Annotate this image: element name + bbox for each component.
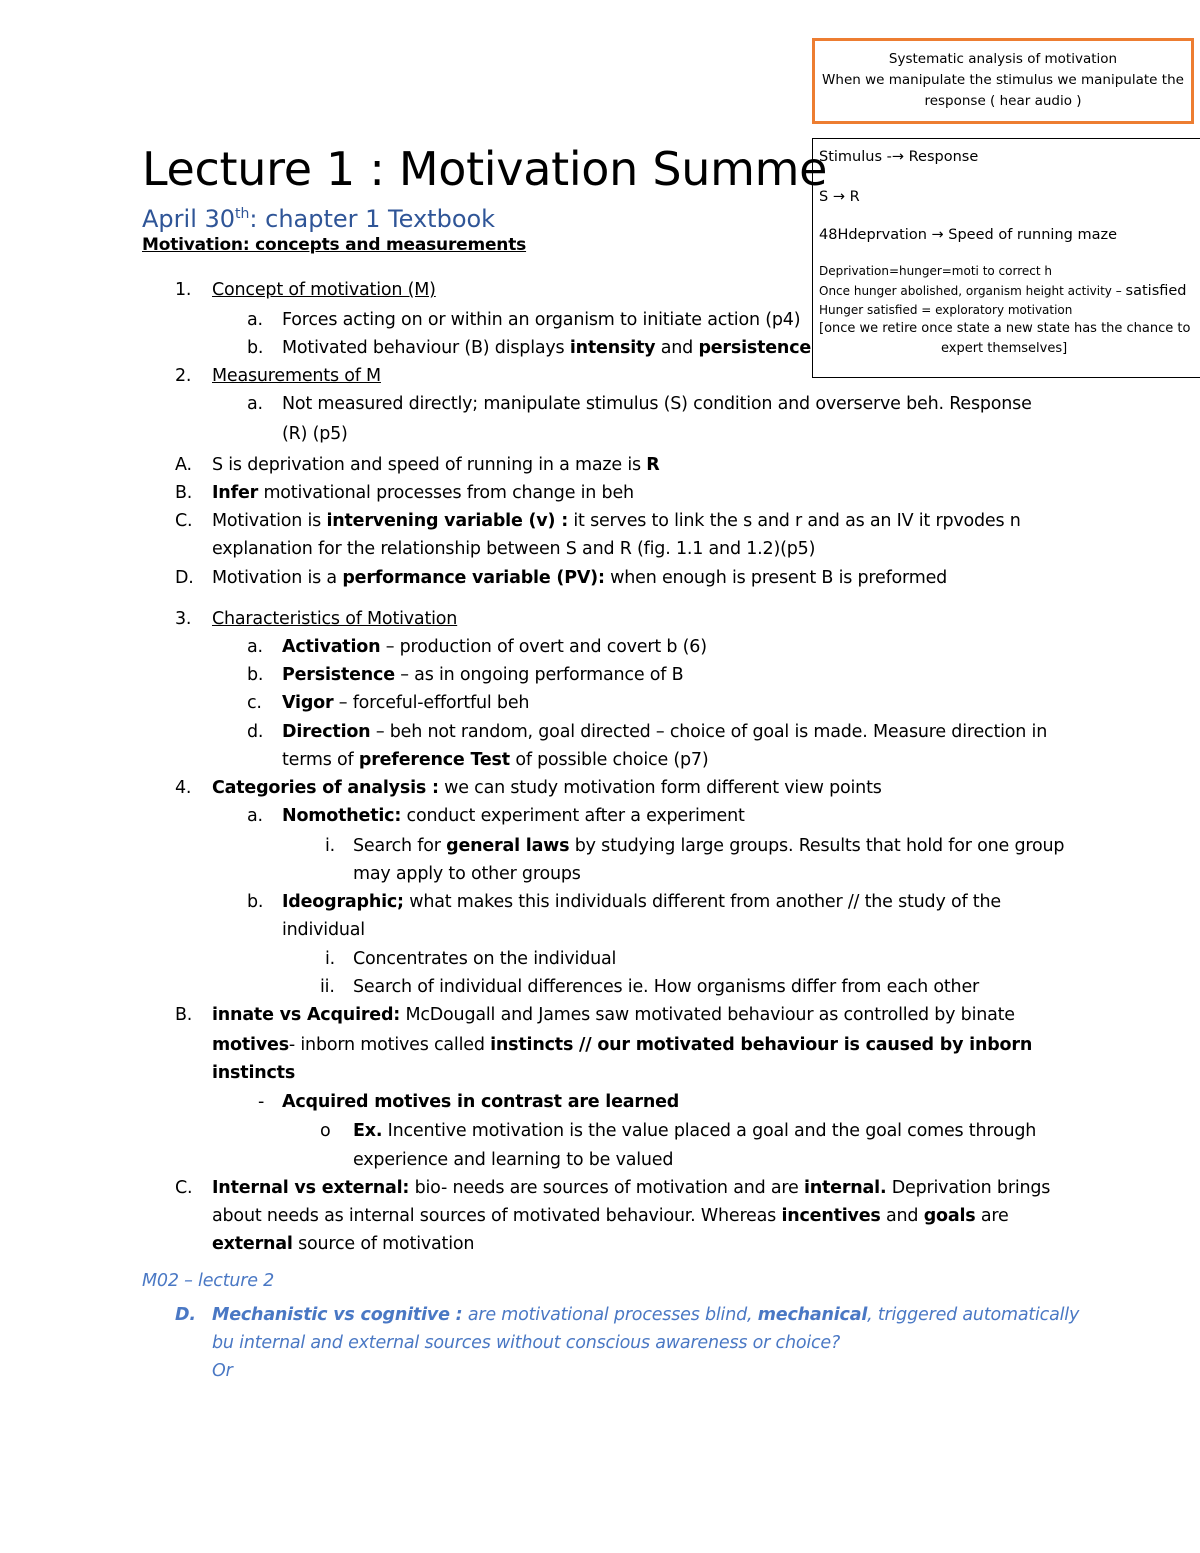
page-title: Lecture 1 : Motivation Summe <box>142 142 828 196</box>
list-marker: C. <box>175 511 193 531</box>
notes-box <box>812 138 1200 378</box>
lecture-marker: M02 – lecture 2 <box>142 1271 275 1291</box>
list-item: Motivated behaviour (B) displays intensity and persistence <box>282 338 812 358</box>
list-marker: 3. <box>175 609 192 629</box>
page-subtitle: April 30th: chapter 1 Textbook <box>142 205 496 233</box>
list-item: instincts <box>212 1063 296 1083</box>
callout-line: Systematic analysis of motivation <box>888 51 1118 67</box>
list-marker: C. <box>175 1178 193 1198</box>
list-item: Ex. Incentive motivation is the value placed a goal and the goal comes through <box>353 1121 1037 1141</box>
list-item: Characteristics of Motivation <box>212 609 458 629</box>
list-item: individual <box>282 920 365 940</box>
list-marker: b. <box>247 665 264 685</box>
list-marker: d. <box>247 722 264 742</box>
list-marker: a. <box>247 637 263 657</box>
callout-line: response ( hear audio ) <box>924 93 1082 109</box>
list-item: Internal vs external: bio- needs are sources of motivation and are internal. Deprivation brings <box>212 1178 1051 1198</box>
list-item: external source of motivation <box>212 1234 475 1254</box>
note-line: expert themselves] <box>941 341 1068 356</box>
list-item: about needs as internal sources of motivated behaviour. Whereas incentives and goals are <box>212 1206 1009 1226</box>
list-item: motives- inborn motives called instincts // our motivated behaviour is caused by inborn <box>212 1035 1033 1055</box>
list-item: Acquired motives in contrast are learned <box>282 1092 680 1112</box>
list-item: Activation – production of overt and covert b (6) <box>282 637 707 657</box>
note-line: Hunger satisfied = exploratory motivation <box>819 303 1073 317</box>
list-marker: ii. <box>320 977 335 997</box>
note-line: Stimulus -→ Response <box>819 149 979 165</box>
list-item: Infer motivational processes from change in beh <box>212 483 634 503</box>
list-item: Vigor – forceful-effortful beh <box>282 693 530 713</box>
note-line: Deprivation=hunger=moti to correct h <box>819 264 1052 278</box>
section-heading: Motivation: concepts and measurements <box>142 235 527 255</box>
list-item: Or <box>212 1361 233 1381</box>
list-marker: 4. <box>175 778 192 798</box>
list-item: (R) (p5) <box>282 424 348 444</box>
list-marker: - <box>258 1092 265 1112</box>
list-item: experience and learning to be valued <box>353 1150 674 1170</box>
list-marker: a. <box>247 806 263 826</box>
list-marker: a. <box>247 310 263 330</box>
list-marker: B. <box>175 483 193 503</box>
list-marker: D. <box>175 1305 196 1325</box>
note-line: 48Hdeprvation → Speed of running maze <box>819 227 1118 243</box>
list-item: bu internal and external sources without conscious awareness or choice? <box>212 1333 841 1353</box>
list-item: Not measured directly; manipulate stimulus (S) condition and overserve beh. Response <box>282 394 1032 414</box>
list-marker: 2. <box>175 366 192 386</box>
list-item: Direction – beh not random, goal directed – choice of goal is made. Measure direction in <box>282 722 1048 742</box>
list-marker: b. <box>247 892 264 912</box>
list-marker: a. <box>247 394 263 414</box>
list-item: Search for general laws by studying large groups. Results that hold for one group <box>353 836 1065 856</box>
list-marker: B. <box>175 1005 193 1025</box>
list-item: innate vs Acquired: McDougall and James saw motivated behaviour as controlled by binate <box>212 1005 1015 1025</box>
note-line: S → R <box>819 189 860 205</box>
list-marker: A. <box>175 455 192 475</box>
list-item: terms of preference Test of possible choice (p7) <box>282 750 709 770</box>
list-item: Persistence – as in ongoing performance of B <box>282 665 684 685</box>
list-item: Concentrates on the individual <box>353 949 617 969</box>
list-item: Forces acting on or within an organism to initiate action (p4) <box>282 310 801 330</box>
list-item: Search of individual differences ie. How organisms differ from each other <box>353 977 980 997</box>
list-marker: i. <box>325 949 336 969</box>
list-item: may apply to other groups <box>353 864 581 884</box>
list-item: Ideographic; what makes this individuals different from another // the study of the <box>282 892 1001 912</box>
note-line: Once hunger abolished, organism height activity – satisfied <box>819 283 1187 299</box>
list-item: Concept of motivation (M) <box>212 280 436 300</box>
note-line: [once we retire once state a new state has the chance to <box>819 321 1191 336</box>
list-item: S is deprivation and speed of running in a maze is R <box>212 455 660 475</box>
list-item: Mechanistic vs cognitive : are motivational processes blind, mechanical, triggered automatically <box>212 1305 1080 1325</box>
list-item: Nomothetic: conduct experiment after a experiment <box>282 806 745 826</box>
list-marker: c. <box>247 693 262 713</box>
list-item: Categories of analysis : we can study motivation form different view points <box>212 778 882 798</box>
list-marker: o <box>320 1121 331 1141</box>
list-marker: i. <box>325 836 336 856</box>
list-item: Motivation is intervening variable (v) : it serves to link the s and r and as an IV it rpvodes n <box>212 511 1021 531</box>
list-marker: 1. <box>175 280 192 300</box>
callout-box <box>812 38 1194 124</box>
list-marker: b. <box>247 338 264 358</box>
list-marker: D. <box>175 568 194 588</box>
list-item: Measurements of M <box>212 366 381 386</box>
list-item: explanation for the relationship between S and R (fig. 1.1 and 1.2)(p5) <box>212 539 816 559</box>
callout-line: When we manipulate the stimulus we manipulate the <box>822 72 1184 88</box>
list-item: Motivation is a performance variable (PV): when enough is present B is preformed <box>212 568 948 588</box>
